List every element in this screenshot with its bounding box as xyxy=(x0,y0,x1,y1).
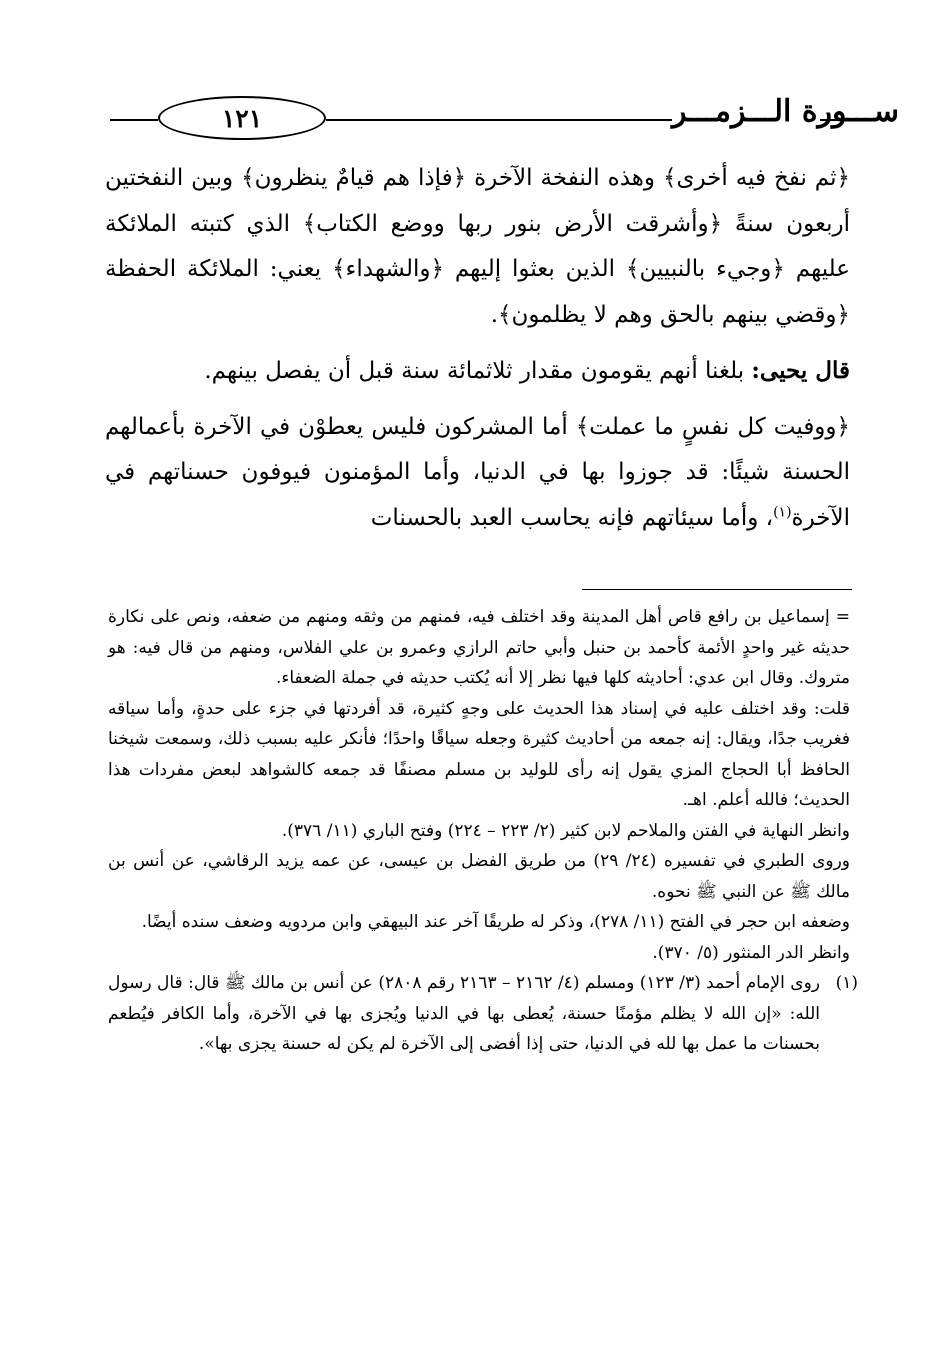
header-rule-left xyxy=(110,119,158,121)
paragraph-2 xyxy=(105,348,850,395)
footnote-continued-c: وانظر النهاية في الفتن والملاحم لابن كثير (٢/ ٢٢٣ – ٢٢٤) وفتح الباري (١١/ ٣٧٦). xyxy=(281,820,850,841)
footnote-continued-f: وانظر الدر المنثور (٥/ ٣٧٠). xyxy=(652,942,850,963)
footnote-continued-a: = إسماعيل بن رافع قاص أهل المدينة وقد اختلف فيه، فمنهم من وثقه ومنهم من ضعفه، ونص على نكارة حديثه غير واحدٍ الأئمة كأحمد بن حنبل وأبي حاتم الرازي وعمرو بن علي الفلاس، ومنهم من قال فيه: هو متروك. وقال ابن عدي: أحاديثه كلها فيها نظر إلا أنه يُكتب حديثه في جملة الضعفاء. xyxy=(108,607,850,688)
footnote-1-text: روى الإمام أحمد (٣/ ١٢٣) ومسلم (٤/ ٢١٦٢ – ٢١٦٣ رقم ٢٨٠٨) عن أنس بن مالك ﷺ قال: قال رسول الله: «إن الله لا يظلم مؤمنًا حسنة، يُعطى بها في الدنيا ويُجزى بها في الآخرة، وأما الكافر فيُطعم بحسنات ما عمل بها لله في الدنيا، حتى إذا أفضى إلى الآخرة لم يكن له حسنة يجزى بها». xyxy=(108,973,820,1054)
footnote-ref-1[interactable]: (١) xyxy=(773,503,792,520)
footnote-continued-b: قلت: وقد اختلف عليه في إسناد هذا الحديث على وجهٍ كثيرة، قد أفردتها في جزء على حدةٍ، وأما سياقه فغريب جدًا، ويقال: إنه جمعه من أحاديث كثيرة وجعله سياقًا واحدًا؛ فأنكر عليه بسبب ذلك، وسمعت شيخنا الحافظ أبا الحجاج المزي يقول إنه رأى للوليد بن مسلم مصنفًا قد جمعه كالشواهد لبعض مفردات هذا الحديث؛ فالله أعلم. اهـ. xyxy=(108,698,850,810)
paragraph-3 xyxy=(105,405,850,542)
paragraph-3-part-b: ، وأما سيئاتهم فإنه يحاسب العبد بالحسنات xyxy=(370,504,774,531)
page-number: ١٢١ xyxy=(158,96,326,140)
footnote-continued-e: وضعفه ابن حجر في الفتح (١١/ ٢٧٨)، وذكر له طريقًا آخر عند البيهقي وابن مردويه وضعف سنده أيضًا. xyxy=(141,912,850,932)
paragraph-3-part-a: ﴿ووفيت كل نفسٍ ما عملت﴾ أما المشركون فليس يعطوْن في الآخرة بأعمالهم الحسنة شيئًا: قد جوزوا بها في الدنيا، وأما المؤمنون فيوفون حسناتهم في الآخرة xyxy=(105,413,850,531)
footnote-1 xyxy=(108,968,858,1060)
page-header xyxy=(100,92,900,146)
footnote-separator xyxy=(582,589,852,590)
header-rule-middle xyxy=(326,119,672,121)
paragraph-2-text: بلغنا أنهم يقومون مقدار ثلاثمائة سنة قبل أن يفصل بينهم. xyxy=(204,358,745,384)
footnote-continued-d: وروى الطبري في تفسيره (٢٤/ ٢٩) من طريق الفضل بن عيسى، عن عمه يزيد الرقاشي، عن أنس بن مالك ﷺ عن النبي ﷺ نحوه. xyxy=(108,851,851,902)
header-rule-right xyxy=(820,119,854,121)
footnotes xyxy=(108,602,858,1060)
speaker-label: قال يحيى: xyxy=(751,357,850,384)
paragraph-1: ﴿ثم نفخ فيه أخرى﴾ وهذه النفخة الآخرة ﴿فإذا هم قيامٌ ينظرون﴾ وبين النفختين أربعون سنةً ﴿وأشرقت الأرض بنور ربها ووضع الكتاب﴾ الذي كتبته الملائكة عليهم ﴿وجيء بالنبيين﴾ الذين بعثوا إليهم ﴿والشهداء﴾ يعني: الملائكة الحفظة ﴿وقضي بينهم بالحق وهم لا يظلمون﴾. xyxy=(105,165,850,328)
surah-title: ســـورة الـــزمـــر xyxy=(672,94,900,129)
footnote-1-marker: (١) xyxy=(835,973,858,993)
main-text xyxy=(105,156,850,541)
